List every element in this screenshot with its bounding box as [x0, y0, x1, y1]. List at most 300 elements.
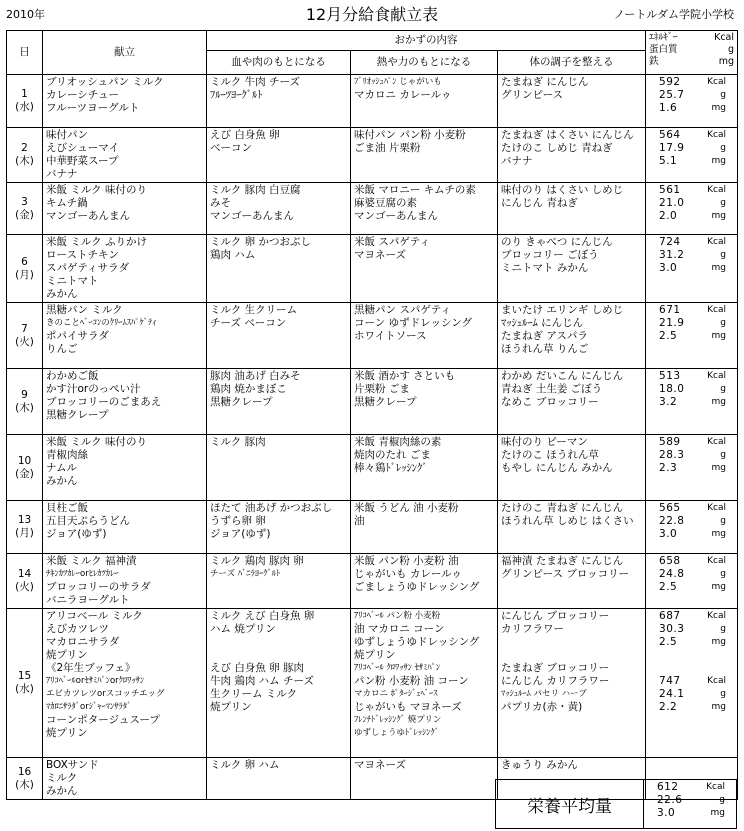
nutrition-value: 2.3 [659, 462, 678, 474]
cell-line: 生クリーム ミルク [210, 688, 298, 700]
nutrition-value: 747 [659, 675, 681, 687]
nutrition-line [649, 129, 734, 142]
cell-line: グリンピース [501, 89, 564, 101]
cell-line: えび 白身魚 卵 豚肉 [210, 662, 305, 674]
nutrition-line [649, 515, 734, 528]
nutrition-unit: mg [711, 529, 727, 539]
cell-line: 米飯 ミルク 福神漬 [46, 555, 137, 567]
menu-cell [43, 435, 207, 501]
cell-line: きゅうり みかん [501, 759, 578, 771]
day-of-week: (金) [15, 208, 34, 221]
meat-cell [207, 183, 351, 235]
nutrition-value: 658 [659, 555, 681, 567]
cell-line: ミニトマト みかん [501, 262, 589, 274]
cell-line: わかめご飯 [46, 370, 99, 382]
nutrition-unit: g [720, 689, 727, 699]
nutrition-value: 3.2 [659, 396, 678, 408]
nutrition-unit: mg [711, 103, 727, 113]
cell-line: 油 マカロニ コーン [354, 623, 445, 635]
cell-line: 貝柱ご飯 [46, 502, 88, 514]
cell-line: 牛肉 鶏肉 ハム チーズ [210, 675, 314, 687]
cell-line: エビカツレツorスコッチエッグ [46, 689, 165, 699]
nutrition-line [649, 581, 734, 594]
cell-line: チーズ ﾊﾞﾆﾗﾖｰｸﾞﾙﾄ [210, 569, 281, 579]
day-of-week: (水) [15, 683, 34, 695]
day-of-week: (月) [15, 527, 34, 539]
cell-line: ミルク えび 白身魚 卵 [210, 610, 315, 622]
nutrition-line [649, 449, 734, 462]
cell-line: パプリカ(赤・黄) [501, 701, 583, 713]
cell-line: りんご [46, 343, 78, 355]
nutrition-unit: Kcal [707, 77, 727, 87]
nutrition-value: 21.9 [659, 317, 685, 329]
cell-line: コーン ゆずドレッシング [354, 317, 473, 329]
nutrition-value: 687 [659, 610, 681, 622]
page-title: 12月分給食献立表 [305, 5, 439, 24]
cell-line: えびシューマイ [46, 142, 120, 154]
cell-line: ｱﾘｺﾍﾞｰﾙorｾｻﾐﾊﾟﾝorｸﾛﾜｯｻﾝ [46, 676, 145, 686]
cell-line: ごましょうゆドレッシング [354, 581, 480, 593]
menu-cell [43, 609, 207, 758]
cell-line: なめこ ブロッコリー [501, 396, 599, 408]
day-of-week: (金) [15, 467, 34, 480]
nutrition-unit: mg [711, 263, 727, 273]
nutrition-value: 30.3 [659, 623, 685, 635]
cell-line: 福神漬 たまねぎ にんじん [501, 555, 624, 567]
table-row [7, 369, 738, 435]
col-header-okazu: おかずの内容 [207, 31, 646, 51]
cell-line: たまねぎ アスパラ [501, 330, 588, 342]
day-date: 6 [21, 255, 28, 268]
cell-line: ゆずしょうゆドレッシング [354, 636, 480, 648]
cell-line: ほうれん草 りんご [501, 343, 589, 355]
nutrition-line [649, 76, 734, 89]
nutrition-unit: g [720, 318, 727, 328]
cell-line: みかん [46, 785, 78, 797]
cell-line: のり きゃべつ にんじん [501, 236, 613, 248]
average-iron: 3.0 [657, 807, 676, 819]
body-cell [498, 128, 646, 183]
meat-cell [207, 75, 351, 128]
nutrition-value: 5.1 [659, 155, 678, 167]
nutrition-line [649, 249, 734, 262]
cell-line: 黒糖クレープ [210, 396, 273, 408]
cell-line: 味付のり はくさい しめじ [501, 184, 624, 196]
nutrition-line [649, 304, 734, 317]
nutrition-line [649, 528, 734, 541]
nutrition-line [649, 610, 734, 623]
cell-line: ﾌﾙｰﾂﾖｰｸﾞﾙﾄ [210, 89, 263, 101]
cell-line: マヨネーズ [354, 759, 406, 771]
nutrition-line [649, 236, 734, 249]
table-row [7, 128, 738, 183]
cell-line: マカロニ カレールゥ [354, 89, 452, 101]
cell-line: マカロニサラダ [46, 636, 120, 648]
nutrition-unit: g [720, 624, 727, 634]
cell-line: ミルク 卵 かつおぶし [210, 236, 311, 248]
nutrition-unit: mg [711, 582, 727, 592]
table-row [7, 183, 738, 235]
cell-line: キムチ鍋 [46, 197, 88, 209]
nutrition-cell [646, 235, 738, 303]
meat-cell [207, 369, 351, 435]
nutrition-unit: Kcal [707, 237, 727, 247]
day-date: 16 [17, 765, 32, 778]
nutrition-value: 22.8 [659, 515, 685, 527]
cell-line: バナナ [501, 155, 533, 167]
cell-line: 焼プリン [46, 727, 88, 739]
cell-line: ミルク 卵 ハム [210, 759, 280, 771]
cell-line: ベーコン [210, 142, 252, 154]
cell-line: ミルク 鶏肉 豚肉 卵 [210, 555, 304, 567]
day-cell [7, 609, 43, 758]
body-cell [498, 554, 646, 609]
cell-line: ハム 焼プリン [210, 623, 276, 635]
nutrition-unit: g [720, 250, 727, 260]
table-row [7, 303, 738, 369]
energy-cell [351, 75, 498, 128]
nutrition-value: 28.3 [659, 449, 685, 461]
cell-line: 味付のり ピーマン [501, 436, 588, 448]
cell-line: 米飯 スパゲティ [354, 236, 430, 248]
day-of-week: (月) [15, 268, 34, 281]
cell-line: まいたけ エリンギ しめじ [501, 304, 624, 316]
cell-line: たまねぎ にんじん [501, 76, 589, 88]
cell-line: たまねぎ ブロッコリー [501, 662, 610, 674]
menu-cell [43, 758, 207, 800]
cell-line: ﾏｯｼｭﾙｰﾑ にんじん [501, 317, 584, 329]
nutrition-unit: g [720, 90, 727, 100]
meat-cell [207, 609, 351, 758]
nutrition-value: 2.5 [659, 636, 678, 648]
day-date: 13 [17, 514, 32, 526]
energy-cell [351, 758, 498, 800]
nutrition-cell [646, 554, 738, 609]
nutrition-gap [649, 649, 734, 675]
cell-line: フルーツヨーグルト [46, 102, 140, 114]
cell-line: チーズ ベーコン [210, 317, 287, 329]
nutrition-unit: g [720, 198, 727, 208]
body-cell [498, 183, 646, 235]
cell-line: カリフラワー [501, 623, 564, 635]
day-of-week: (木) [15, 778, 34, 791]
day-cell [7, 75, 43, 128]
cell-line: コーンポタージュスープ [46, 714, 160, 726]
cell-line: 鶏肉 焼かまぼこ [210, 383, 287, 395]
nutrition-unit: Kcal [707, 130, 727, 140]
col-header-nutrition: ｴﾈﾙｷﾞｰ Kcal 蛋白質 g 鉄 mg [646, 31, 738, 75]
meat-cell [207, 554, 351, 609]
nutrition-value: 561 [659, 184, 681, 196]
cell-line [501, 649, 642, 662]
energy-cell [351, 435, 498, 501]
cell-line: ミルク [46, 772, 78, 784]
cell-line: にんじん 青ねぎ [501, 197, 578, 209]
meat-cell [207, 758, 351, 800]
cell-line: ホワイトソース [354, 330, 427, 342]
nutrition-value: 2.5 [659, 330, 678, 342]
energy-cell [351, 128, 498, 183]
body-cell [498, 303, 646, 369]
cell-line: 焼プリン [354, 649, 396, 661]
cell-line: にんじん カリフラワー [501, 675, 610, 687]
menu-cell [43, 554, 207, 609]
cell-line: 味付パン パン粉 小麦粉 [354, 129, 466, 141]
nutrition-value: 31.2 [659, 249, 685, 261]
page-header [0, 0, 744, 28]
cell-line: 《2年生ブッフェ》 [46, 662, 136, 674]
nutrition-line [649, 155, 734, 168]
cell-line: 焼肉のたれ ごま [354, 449, 431, 461]
cell-line: マンゴーあんまん [210, 210, 294, 222]
nutrition-value: 513 [659, 370, 681, 382]
cell-line: 米飯 マロニー キムチの素 [354, 184, 476, 196]
nutrition-line [649, 675, 734, 688]
cell-line: カレーシチュー [46, 89, 119, 101]
cell-line: もやし にんじん みかん [501, 462, 613, 474]
nutrition-cell [646, 128, 738, 183]
day-cell [7, 554, 43, 609]
cell-line: 米飯 ミルク 味付のり [46, 436, 147, 448]
cell-line: ブロッコリー ごぼう [501, 249, 599, 261]
body-cell [498, 435, 646, 501]
cell-line: ﾏｶﾛﾆｻﾗﾀﾞorｼﾞｬｰﾏﾝｻﾗﾀﾞ [46, 702, 132, 712]
cell-line: みかん [46, 475, 78, 487]
cell-line: マヨネーズ [354, 249, 406, 261]
menu-cell [43, 235, 207, 303]
nutrition-line [649, 701, 734, 714]
nutrition-line [649, 568, 734, 581]
nutrition-value: 25.7 [659, 89, 685, 101]
nutrition-unit: Kcal [707, 503, 727, 513]
nutrition-line [649, 396, 734, 409]
cell-line: ジョア(ゆず) [46, 528, 107, 540]
day-of-week: (木) [15, 155, 34, 167]
cell-line: たまねぎ はくさい にんじん [501, 129, 634, 141]
energy-cell [351, 183, 498, 235]
nutrition-value: 592 [659, 76, 681, 88]
cell-line: かす汁orのっぺい汁 [46, 383, 141, 395]
day-cell [7, 501, 43, 554]
cell-line: バナナ [46, 168, 78, 180]
cell-line: じゃがいも マヨネーズ [354, 701, 462, 713]
cell-line: みそ [210, 197, 231, 209]
cell-line: えび 白身魚 卵 [210, 129, 280, 141]
cell-line: ブロッコリーのごまあえ [46, 396, 162, 408]
cell-line: ミルク 豚肉 [210, 436, 266, 448]
nutrition-unit: mg [711, 211, 727, 221]
cell-line: 黒糖クレープ [354, 396, 417, 408]
nutrition-unit: Kcal [707, 556, 727, 566]
cell-line: グリンピース ブロッコリー [501, 568, 630, 580]
nutrition-unit: mg [711, 702, 727, 712]
day-cell [7, 303, 43, 369]
day-of-week: (木) [15, 401, 34, 414]
nutrition-unit: g [720, 143, 727, 153]
cell-line: 米飯 青椒肉絲の素 [354, 436, 442, 448]
nutrition-value: 2.0 [659, 210, 678, 222]
body-cell [498, 75, 646, 128]
day-of-week: (火) [15, 581, 34, 593]
cell-line: ほうれん草 しめじ はくさい [501, 515, 634, 527]
body-cell [498, 369, 646, 435]
day-date: 1 [21, 88, 28, 100]
nutrition-cell [646, 369, 738, 435]
cell-line: じゃがいも カレールゥ [354, 568, 462, 580]
cell-line: えびカツレツ [46, 623, 109, 635]
nutrition-line [649, 623, 734, 636]
col-header-menu: 献立 [43, 31, 207, 75]
nutrition-cell [646, 75, 738, 128]
nutrition-value: 1.6 [659, 102, 678, 114]
menu-cell [43, 75, 207, 128]
nutrition-line [649, 89, 734, 102]
cell-line: たけのこ しめじ 青ねぎ [501, 142, 613, 154]
nutrition-line [649, 262, 734, 275]
cell-line: 米飯 パン粉 小麦粉 油 [354, 555, 459, 567]
cell-line: ｱﾘｺﾍﾞｰﾙ パン粉 小麦粉 [354, 611, 441, 621]
nutrition-value: 3.0 [659, 262, 678, 274]
cell-line [501, 636, 642, 649]
cell-line: うずら卵 卵 [210, 515, 266, 527]
nutrition-cell [646, 609, 738, 758]
nutrition-unit: mg [711, 156, 727, 166]
day-cell [7, 235, 43, 303]
energy-cell [351, 369, 498, 435]
table-row [7, 609, 738, 758]
menu-cell [43, 128, 207, 183]
cell-line: ナムル [46, 462, 77, 474]
day-date: 2 [21, 142, 28, 154]
day-of-week: (火) [15, 335, 34, 348]
cell-line: 鶏肉 ハム [210, 249, 256, 261]
col-header-day: 日 [7, 31, 43, 75]
cell-line: 青椒肉絲 [46, 449, 88, 461]
cell-line [210, 649, 347, 662]
cell-line: ﾌﾚﾝﾁﾄﾞﾚｯｼﾝｸﾞ 焼プリン [354, 715, 442, 725]
cell-line: ブリオッシュパン ミルク [46, 76, 164, 88]
energy-cell [351, 303, 498, 369]
table-row [7, 75, 738, 128]
cell-line: 黒糖パン スパゲティ [354, 304, 451, 316]
meat-cell [207, 435, 351, 501]
cell-line: にんじん ブロッコリー [501, 610, 610, 622]
day-date: 14 [17, 568, 32, 580]
cell-line: ほたて 油あげ かつおぶし [210, 502, 333, 514]
cell-line: 黒糖パン ミルク [46, 304, 123, 316]
cell-line: ポパイサラダ [46, 330, 109, 342]
nutrition-unit: Kcal [707, 611, 727, 621]
cell-line: ﾌﾞﾘｵｯｼｭﾊﾟﾝ じゃがいも [354, 77, 442, 87]
nutrition-unit: mg [711, 637, 727, 647]
nutrition-line [649, 370, 734, 383]
nutrition-unit: g [720, 569, 727, 579]
table-row [7, 435, 738, 501]
nutrition-value: 3.0 [659, 528, 678, 540]
nutrition-cell [646, 435, 738, 501]
day-date: 15 [17, 670, 32, 682]
meat-cell [207, 235, 351, 303]
cell-line: ジョア(ゆず) [210, 528, 271, 540]
day-cell [7, 369, 43, 435]
cell-line: わかめ だいこん にんじん [501, 370, 624, 382]
nutrition-unit: Kcal [707, 676, 727, 686]
nutrition-line [649, 436, 734, 449]
nutrition-unit: g [720, 450, 727, 460]
nutrition-value: 17.9 [659, 142, 685, 154]
cell-line: たけのこ ほうれん草 [501, 449, 599, 461]
body-cell [498, 609, 646, 758]
cell-line [210, 636, 347, 649]
nutrition-unit: Kcal [707, 185, 727, 195]
nutrition-unit: g [720, 384, 727, 394]
nutrition-value: 2.2 [659, 701, 678, 713]
nutrition-value: 21.0 [659, 197, 685, 209]
menu-cell [43, 501, 207, 554]
cell-line: ゆずしょうゆﾄﾞﾚｯｼﾝｸﾞ [354, 728, 440, 738]
nutrition-cell [646, 303, 738, 369]
cell-line: ｱﾘｺﾍﾞｰﾙ ｸﾛﾜｯｻﾝ ｾｻﾐﾊﾟﾝ [354, 663, 441, 673]
nutrition-line [649, 102, 734, 115]
cell-line: ローストチキン [46, 249, 119, 261]
menu-cell [43, 183, 207, 235]
cell-line: 豚肉 油あげ 白みそ [210, 370, 301, 382]
nutrition-line [649, 383, 734, 396]
cell-line: アリコベール ミルク [46, 610, 143, 622]
day-cell [7, 128, 43, 183]
nutrition-line [649, 330, 734, 343]
nutrition-line [649, 210, 734, 223]
cell-line: 五目天ぷらうどん [46, 515, 130, 527]
cell-line: 片栗粉 ごま [354, 383, 410, 395]
cell-line: 中華野菜スープ [46, 155, 119, 167]
cell-line: BOXサンド [46, 759, 99, 771]
cell-line: 米飯 うどん 油 小麦粉 [354, 502, 459, 514]
energy-cell [351, 609, 498, 758]
menu-table [6, 30, 738, 800]
nutrition-line [649, 636, 734, 649]
nutrition-line [649, 197, 734, 210]
day-cell [7, 758, 43, 800]
day-of-week: (水) [15, 101, 34, 113]
cell-line: ミルク 豚肉 白豆腐 [210, 184, 301, 196]
nutrition-unit: Kcal [707, 371, 727, 381]
cell-line: 味付パン [46, 129, 88, 141]
nutrition-cell [646, 183, 738, 235]
average-label: 栄養平均量 [495, 779, 643, 829]
nutrition-value: 564 [659, 129, 681, 141]
cell-line: ごま油 片栗粉 [354, 142, 421, 154]
energy-cell [351, 554, 498, 609]
meat-cell [207, 303, 351, 369]
cell-line: ブロッコリーのサラダ [46, 581, 151, 593]
cell-line: パン粉 小麦粉 油 コーン [354, 675, 469, 687]
cell-line: ﾏｯｼｭﾙｰﾑ パセリ ハーブ [501, 689, 587, 699]
cell-line: ミルク 生クリーム [210, 304, 298, 316]
cell-line: ﾁｷﾝｶﾂｶﾚｰorﾋﾚｶﾂｶﾚｰ [46, 569, 119, 579]
cell-line: きのことﾍﾞｰｺﾝのｸﾘｰﾑｽﾊﾟｹﾞﾃｨ [46, 318, 157, 328]
cell-line: マカロニ ﾎﾟﾀｰｼﾞｭﾍﾞｰｽ [354, 689, 438, 699]
nutrition-line [649, 555, 734, 568]
nutrition-value: 24.8 [659, 568, 685, 580]
nutrition-value: 18.0 [659, 383, 685, 395]
cell-line: 麻婆豆腐の素 [354, 197, 417, 209]
nutrition-unit: Kcal [707, 305, 727, 315]
average-kcal: 612 [657, 781, 679, 793]
day-date: 3 [21, 195, 28, 208]
cell-line: 青ねぎ 土生姜 ごぼう [501, 383, 603, 395]
cell-line: 米飯 ミルク 味付のり [46, 184, 147, 196]
